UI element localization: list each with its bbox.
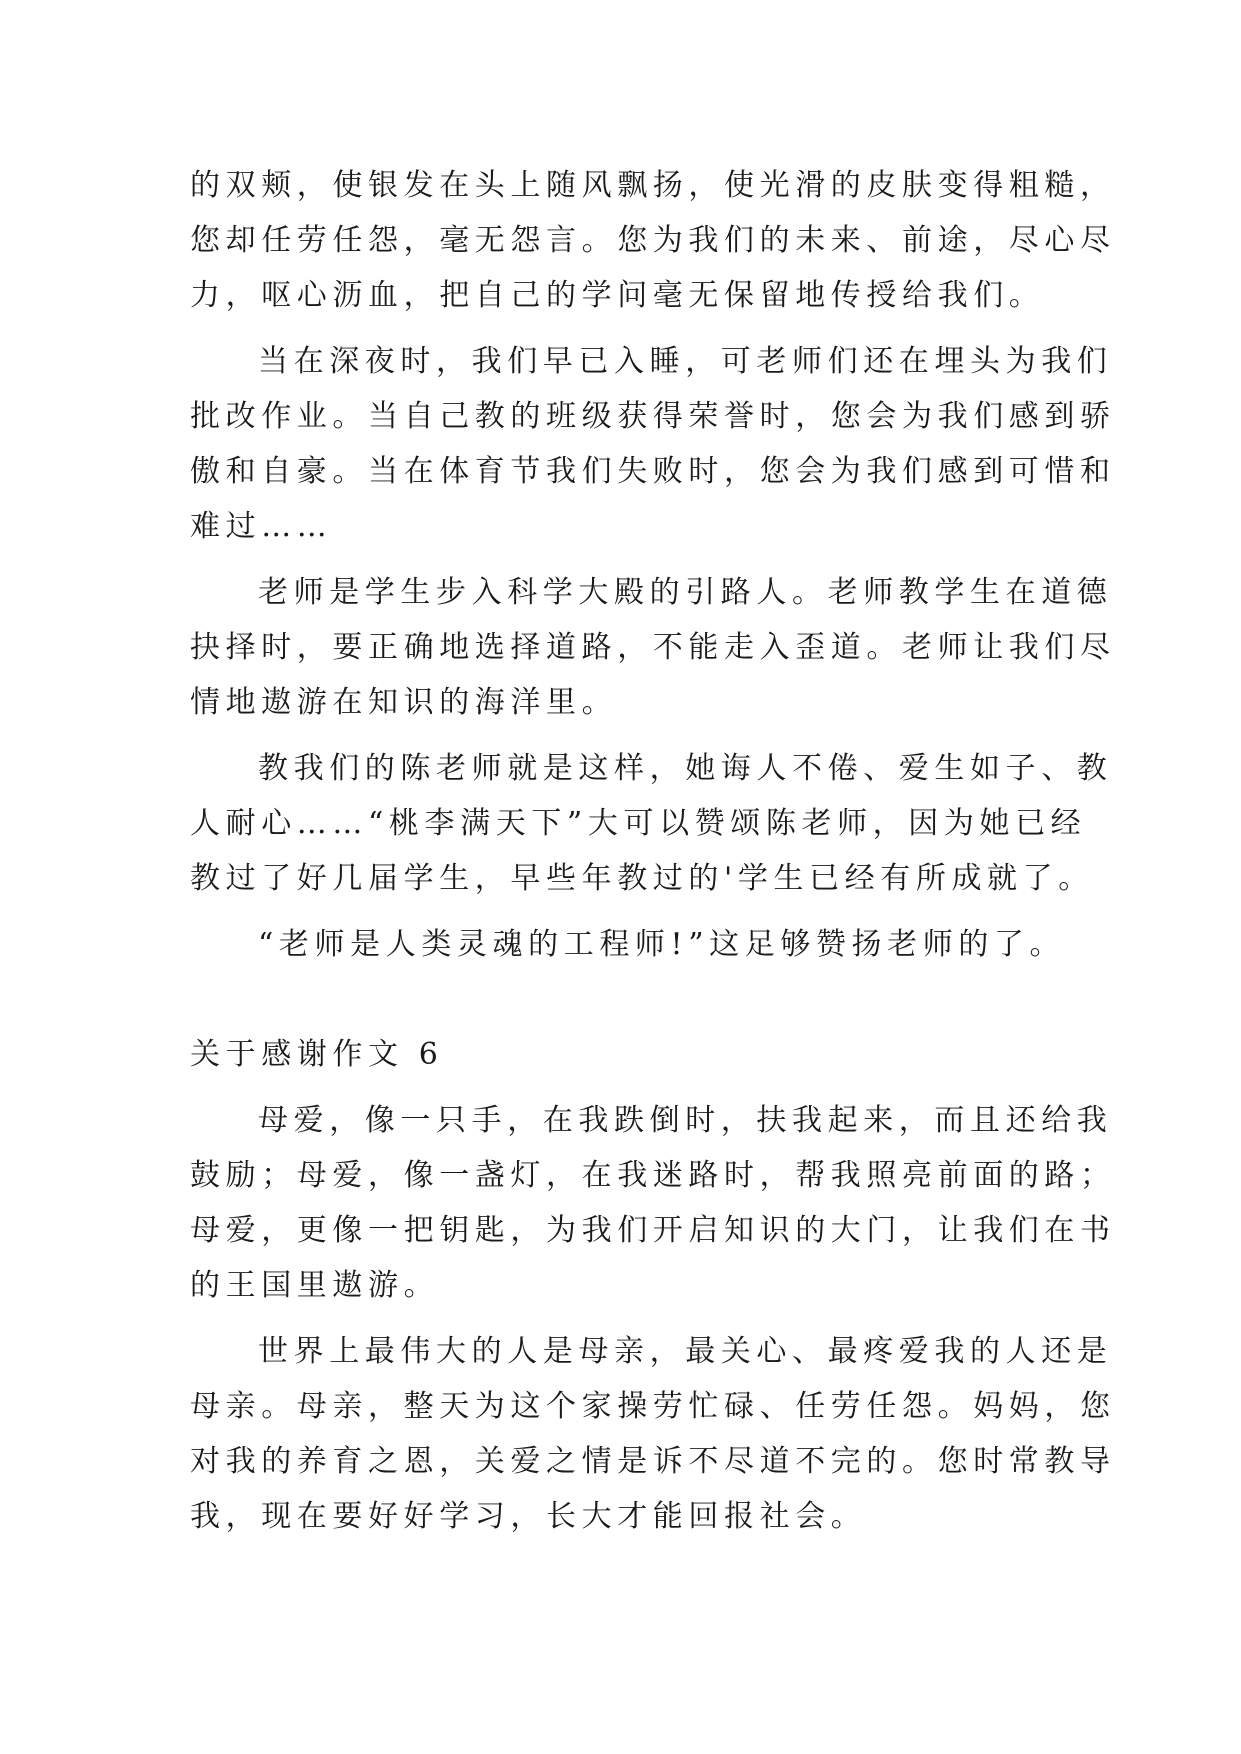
text-line: 的王国里遨游。 <box>190 1268 440 1303</box>
text-line: 人耐心……“桃李满天下”大可以赞颂陈老师，因为她已经 <box>190 806 1087 841</box>
text-line: 我，现在要好好学习，长大才能回报社会。 <box>190 1499 867 1534</box>
text-line: 批改作业。当自己教的班级获得荣誉时，您会为我们感到骄 <box>190 399 1116 434</box>
text-line: 当在深夜时，我们早已入睡，可老师们还在埋头为我们 <box>258 344 1113 379</box>
text-line: 母爱，更像一把钥匙，为我们开启知识的大门，让我们在书 <box>190 1213 1116 1248</box>
section-heading: 关于感谢作文 6 <box>190 1037 444 1072</box>
text-line: 傲和自豪。当在体育节我们失败时，您会为我们感到可惜和 <box>190 454 1116 489</box>
text-line: 您却任劳任怨，毫无怨言。您为我们的未来、前途，尽心尽 <box>190 223 1116 258</box>
text-line: 老师是学生步入科学大殿的引路人。老师教学生在道德 <box>258 575 1113 610</box>
text-line: 抉择时，要正确地选择道路，不能走入歪道。老师让我们尽 <box>190 630 1116 665</box>
text-line: 力，呕心沥血，把自己的学问毫无保留地传授给我们。 <box>190 278 1045 313</box>
text-line: “老师是人类灵魂的工程师!”这足够赞扬老师的了。 <box>258 927 1066 962</box>
text-line: 世界上最伟大的人是母亲，最关心、最疼爱我的人还是 <box>258 1334 1113 1369</box>
text-line: 难过…… <box>190 509 333 544</box>
text-line: 对我的养育之恩，关爱之情是诉不尽道不完的。您时常教导 <box>190 1444 1116 1479</box>
text-line: 教过了好几届学生，早些年教过的'学生已经有所成就了。 <box>190 861 1094 896</box>
text-line: 的双颊，使银发在头上随风飘扬，使光滑的皮肤变得粗糙， <box>190 168 1116 203</box>
text-line: 鼓励；母爱，像一盏灯，在我迷路时，帮我照亮前面的路； <box>190 1158 1116 1193</box>
text-line: 母亲。母亲，整天为这个家操劳忙碌、任劳任怨。妈妈，您 <box>190 1389 1116 1424</box>
text-line: 教我们的陈老师就是这样，她诲人不倦、爱生如子、教 <box>258 751 1113 786</box>
text-line: 母爱，像一只手，在我跌倒时，扶我起来，而且还给我 <box>258 1103 1113 1138</box>
text-line: 情地遨游在知识的海洋里。 <box>190 685 618 720</box>
